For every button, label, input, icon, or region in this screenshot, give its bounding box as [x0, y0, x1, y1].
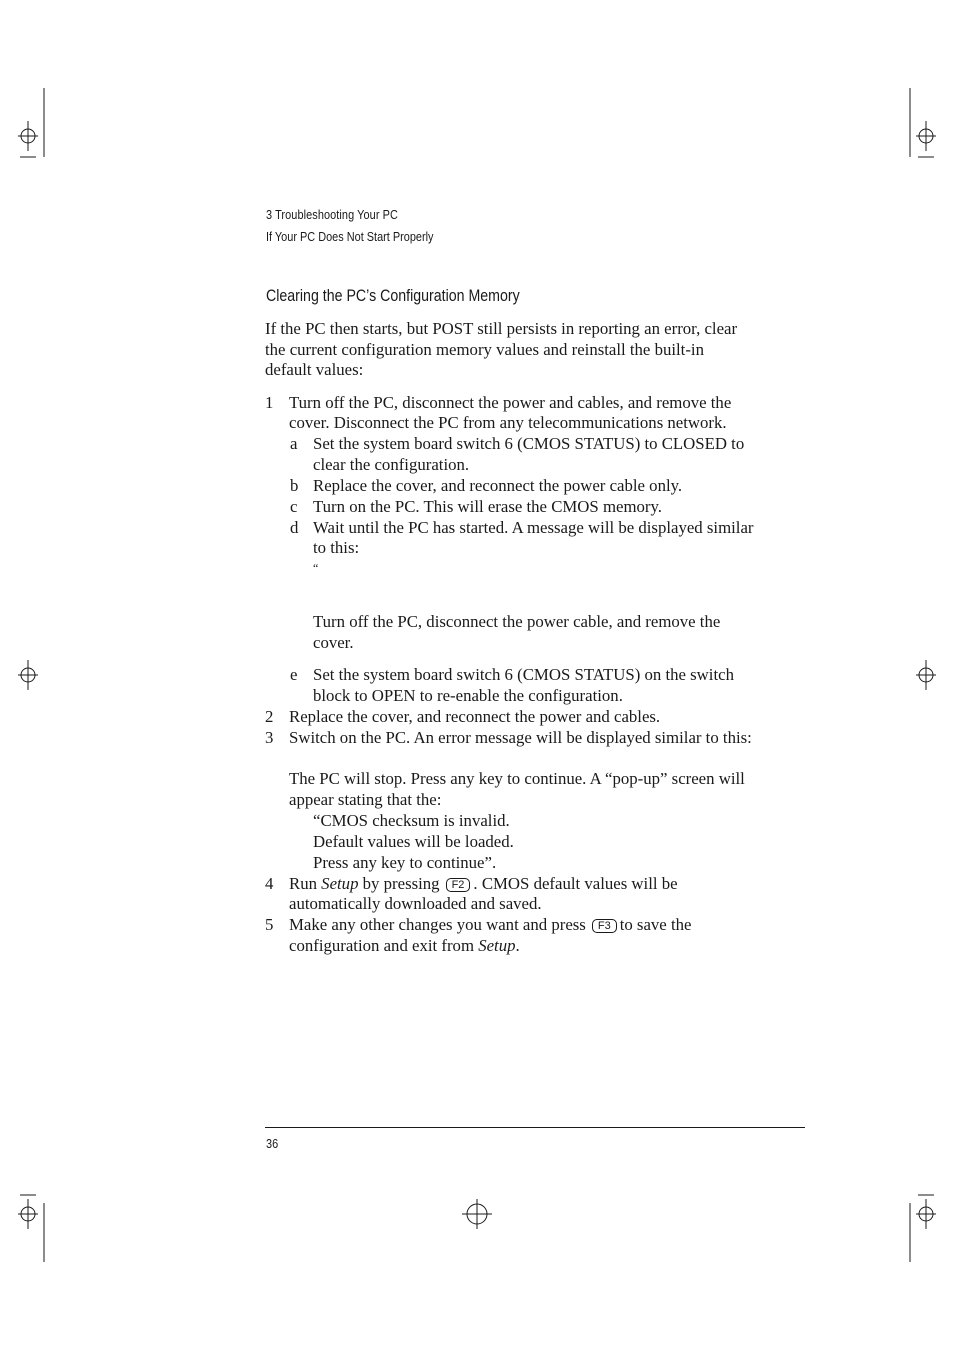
setup-program-name: Setup [478, 936, 516, 955]
step-text: appear stating that the: [289, 790, 442, 809]
substep-letter: d [290, 518, 299, 537]
step-number: 2 [265, 707, 274, 726]
substep-letter: c [290, 497, 298, 516]
step-text [289, 914, 691, 935]
registration-mark-bottom-center [462, 1199, 492, 1229]
step-text: The PC will stop. Press any key to continue. A “pop-up” screen will [289, 769, 745, 788]
step-text-run: Run [289, 874, 322, 893]
step-number: 4 [265, 874, 274, 893]
page-number: 36 [266, 1136, 279, 1151]
intro-line: default values: [265, 360, 364, 379]
substep-text: Wait until the PC has started. A message will be displayed similar [313, 518, 754, 537]
substep-text: cover. [313, 633, 354, 652]
f3-key-icon: F3 [592, 919, 617, 933]
substep-text: block to OPEN to re-enable the configuration. [313, 686, 623, 705]
registration-mark-top-right [910, 88, 936, 157]
registration-mark-middle-right [916, 660, 936, 690]
substep-text: Set the system board switch 6 (CMOS STATUS) on the switch [313, 665, 734, 684]
step-text: Turn off the PC, disconnect the power and cables, and remove the [289, 393, 732, 412]
step-number: 3 [265, 728, 274, 747]
step-text: Switch on the PC. An error message will be displayed similar to this: [289, 728, 752, 747]
intro-line: the current configuration memory values and reinstall the built-in [265, 340, 704, 359]
intro-line: If the PC then starts, but POST still persists in reporting an error, clear [265, 319, 738, 338]
substep-letter: a [290, 434, 298, 453]
step-text-pre: configuration and exit from [289, 936, 479, 955]
section-heading: Clearing the PC’s Configuration Memory [266, 287, 520, 305]
substep-text: clear the configuration. [313, 455, 470, 474]
step-text: cover. Disconnect the PC from any telecommunications network. [289, 413, 727, 432]
step-text: Replace the cover, and reconnect the power and cables. [289, 707, 661, 726]
step-number: 5 [265, 915, 274, 934]
substep-text: Turn on the PC. This will erase the CMOS memory. [313, 497, 662, 516]
setup-program-name: Setup [321, 874, 359, 893]
f2-key-icon: F2 [446, 878, 471, 892]
substep-letter: b [290, 476, 299, 495]
running-header-chapter: 3 Troubleshooting Your PC [266, 207, 399, 222]
step-text-period: . [515, 936, 520, 955]
step-text-by: by pressing [358, 874, 440, 893]
substep-text: to this: [313, 538, 360, 557]
quote-mark: “ [313, 561, 319, 575]
substep-text: Set the system board switch 6 (CMOS STATUS) to CLOSED to [313, 434, 745, 453]
substep-letter: e [290, 665, 298, 684]
step-text-rest: to save the [619, 915, 692, 934]
step-text [289, 935, 520, 956]
step-number: 1 [265, 393, 274, 412]
registration-mark-bottom-left [18, 1195, 44, 1262]
registration-mark-bottom-right [910, 1195, 936, 1262]
step-text-rest: . CMOS default values will be [473, 874, 678, 893]
step-text: automatically downloaded and saved. [289, 894, 542, 913]
step-text-main: Make any other changes you want and press [289, 915, 586, 934]
message-text: “CMOS checksum is invalid. [313, 811, 510, 830]
registration-mark-top-left [18, 88, 44, 157]
message-text: Press any key to continue”. [313, 853, 497, 872]
step-text [289, 873, 678, 894]
substep-text: Replace the cover, and reconnect the power cable only. [313, 476, 683, 495]
running-header-section: If Your PC Does Not Start Properly [266, 229, 434, 244]
registration-mark-middle-left [18, 660, 38, 690]
substep-text: Turn off the PC, disconnect the power cable, and remove the [313, 612, 721, 631]
footer-divider [265, 1127, 805, 1128]
message-text: Default values will be loaded. [313, 832, 514, 851]
